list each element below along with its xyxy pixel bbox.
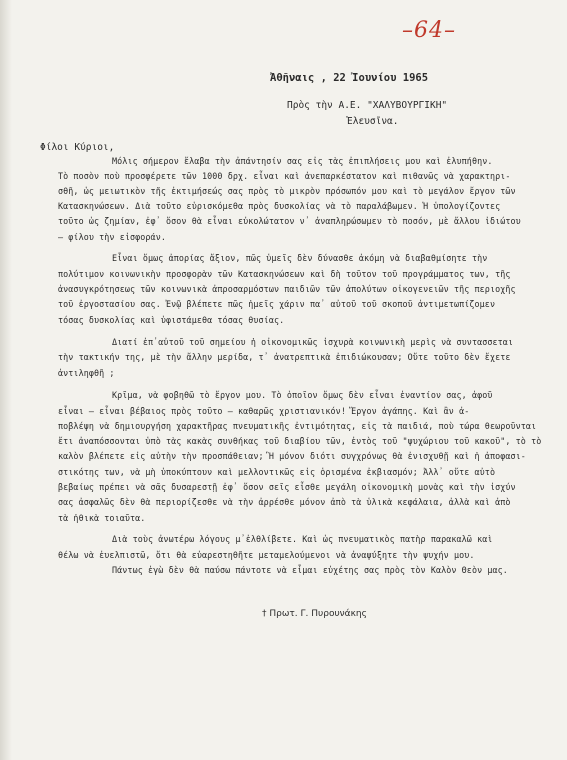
body-line: Πάντως ἐγὼ δὲν θὰ παύσω πάντοτε νὰ εἶμαι εὐχέτης σας πρὸς τὸν Καλὸν Θεὸν μας. xyxy=(112,565,508,575)
body-line: θέλω νὰ ἐυελπιστῶ, ὅτι θὰ εὐαρεστηθῆτε μεταμελούμενοι νὰ ἀναψύξητε τὴν ψυχήν μου. xyxy=(58,550,475,560)
body-line: σας ἀσφαλῶς δὲν θὰ περιορίζεσθε νὰ τὴν ἀρρέσθε μόνον ἀπὸ τὰ ὑλικὰ κεφάλαια, ἀλλὰ καὶ ἀπὸ xyxy=(58,497,511,507)
body-line: Τὸ ποσὸν ποὺ προσφέρετε τῶν 1000 δρχ. εἶναι καὶ ἀνεπαρκέστατον καὶ πιθανῶς νὰ χαρακτηρι- xyxy=(58,171,511,181)
body-line: τοῦτο ὡς ζημίαν, ἐφ᾿ ὅσον θὰ εἶναι εὐκολώτατον ν᾿ ἀναπληρώσωμεν τὸ ποσόν, μὲ ἄλλου ἰδιώτου xyxy=(58,216,521,226)
signature: † Πρωτ. Γ. Πυρουνάκης xyxy=(262,609,367,619)
body-line: πολύτιμον κοινωνικὴν προσφορὰν τῶν Κατασκηνώσεων καὶ δὴ τοῦτον τοῦ προγράμματος των, τῆς xyxy=(58,269,511,279)
body-line: σθῆ, ὡς μειωτικὸν τῆς ἐκτιμήσεώς σας πρὸς τὸ μικρὸν πρόσωπόν μου καὶ τὸ μεγάλον ἔργον τῶν xyxy=(58,186,516,196)
recipient-line-2: Ἐλευσῖνα. xyxy=(347,116,399,127)
body-line: εἶναι – εἶναι βέβαιος πρὸς τοῦτο – καθαρῶς χριστιανικόν! Ἔργον ἀγάπης. Καὶ ἂν ἀ- xyxy=(58,406,470,416)
body-line: Εἶναι ὅμως ἀπορίας ἄξιον, πῶς ὑμεῖς δὲν δύνασθε ἀκόμη νὰ διαβαθμίσητε τὴν xyxy=(112,253,488,263)
body-line: Μόλις σήμερον ἔλαβα τὴν ἀπάντησίν σας εἰς τὰς ἐπιπλήσεις μου καὶ ἐλυπήθην. xyxy=(112,156,493,166)
body-line: ἀνασυγκρότησεως τῶν κοινωνικὰ ἀπροσαρμόστων παιδιῶν τῶν ἀπολύτων οἰκογενειῶν τῆς περιοχῆς xyxy=(58,284,516,294)
body-line: τοῦ ἐργοστασίου σας. Ἐνῷ βλέπετε πῶς ἡμεῖς χάριν πα᾿ αὐτοῦ τοῦ σκοποῦ ἀντιμετωπίζομεν xyxy=(58,299,496,309)
scan-edge-shadow xyxy=(0,0,12,760)
body-line: Διατί ἐπ᾿αὐτοῦ τοῦ σημείου ἡ οἰκονομικῶς ἰσχυρὰ κοινωνικὴ μερὶς νὰ συντασσεται xyxy=(112,337,514,347)
body-line: Διὰ τοὺς ἀνωτέρω λόγους μ᾿ἐλθλίβετε. Καὶ ὡς πνευματικὸς πατὴρ παρακαλῶ καὶ xyxy=(112,534,493,544)
recipient-line-1: Πρὸς τὴν Α.Ε. "ΧΑΛΥΒΟΥΡΓΙΚΗ" xyxy=(287,100,448,111)
body-line: τόσας δυσκολίας καὶ ὑφιστάμεθα τόσας θυσίας. xyxy=(58,315,285,325)
salutation: Φίλοι Κύριοι, xyxy=(40,142,115,153)
body-line: καλὸν βλέπετε εἰς αὐτὴν τὴν προσπάθειαν; Ἢ μόνον διότι συγχρόνως θὰ ἐνισχυθῇ καὶ ἡ ἀποφασι- xyxy=(58,451,526,461)
body-line: τὴν τακτικήν της, μὲ τὴν ἄλλην μερίδα, τ᾿ ἀνατρεπτικὰ ἐπιδιώκουσαν; Οὔτε τοῦτο δὲν ἔχετε xyxy=(58,352,511,362)
letter-date: Ἀθῆναις , 22 Ἰουνίου 1965 xyxy=(270,72,429,84)
page-number: –64– xyxy=(402,18,456,43)
body-line: – φίλου τὴν εἰσφοράν. xyxy=(58,232,166,242)
body-line: ἀντιληφθῆ ; xyxy=(58,368,115,378)
body-line: Κατασκηνώσεων. Διὰ τοῦτο εὑρισκόμεθα πρὸς δυσκολίας νὰ τὸ παραλάβωμεν. Ἡ ὑπολογίζοντες xyxy=(58,201,501,211)
body-line: ἔτι ἀναπόσσονται ὑπὸ τὰς κακὰς συνθήκας τοῦ διαβίου τῶν, ἐντὸς τοῦ "ψυχώριου τοῦ κακοῦ", τὸ τὸ xyxy=(58,436,542,446)
body-line: τὰ ἠθικὰ τοιαῦτα. xyxy=(58,513,146,523)
body-line: Κρῖμα, νὰ φοβηθῶ τὸ ἔργον μου. Τὸ ὁποῖον ὅμως δὲν εἶναι ἐναντίον σας, ἀφοῦ xyxy=(112,390,493,400)
body-line: στικότης των, νὰ μὴ ὑποκύπτουν καὶ μελλοντικῶς εἰς ὁρισμένα ἐκβιασμόν; Ἀλλ᾿ οὔτε αὐτὸ xyxy=(58,467,496,477)
body-line: ποβλέψη νὰ δημιουργήση χαρακτῆρας πνευματικῆς ἐντιμότητας, εἰς τὰ παιδιά, ποὺ τώρα θεωροῦνται xyxy=(58,421,537,431)
body-line: βεβαίως πρέπει νὰ σᾶς δυσαρεστῇ ἐφ᾿ ὅσον σεῖς εἶσθε μεγάλη οἰκονομικὴ μονὰς καὶ τὴν ἰσχύν xyxy=(58,482,516,492)
